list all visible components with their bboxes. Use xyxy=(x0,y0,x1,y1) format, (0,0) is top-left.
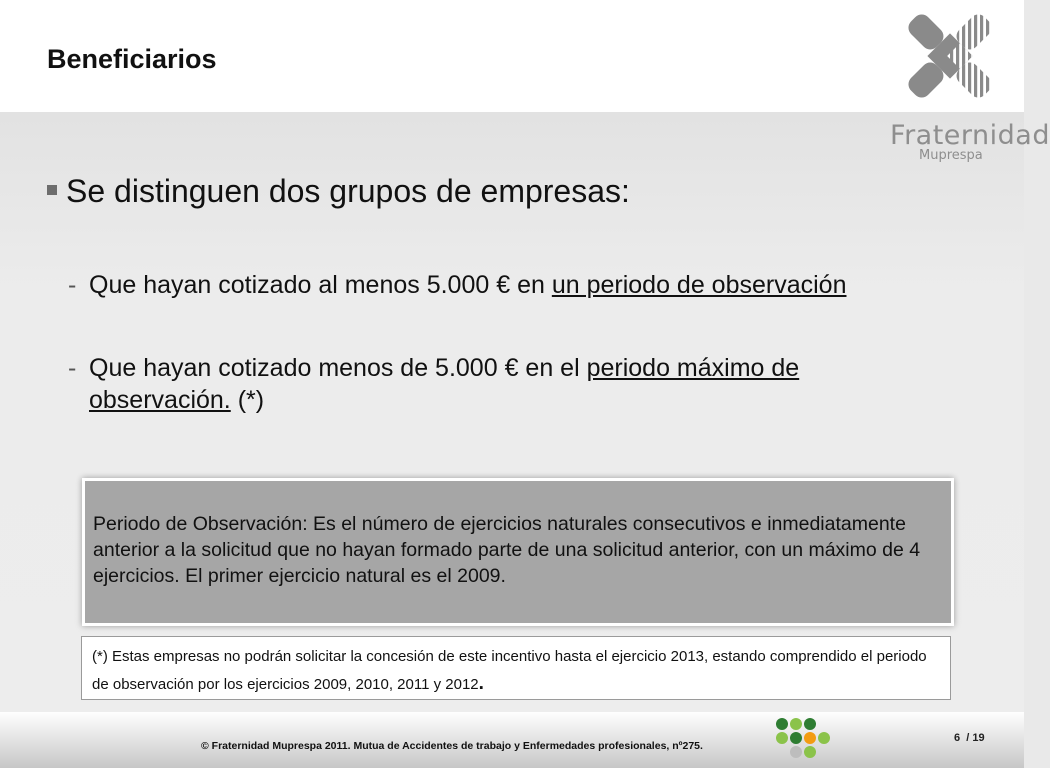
dot xyxy=(776,718,788,730)
underlined-term: un periodo de observación xyxy=(551,271,847,299)
slide-title: Beneficiarios xyxy=(47,44,217,74)
dot xyxy=(790,732,802,744)
square-bullet-icon xyxy=(47,185,57,195)
footer-copyright: © Fraternidad Muprespa 2011. Mutua de Accidentes de trabajo y Enfermedades profesionales, nº275. xyxy=(201,740,703,752)
fraternidad-logo-icon xyxy=(884,6,1016,106)
dot xyxy=(804,746,816,758)
sub-item-2 xyxy=(68,352,928,416)
dash-bullet: - xyxy=(68,271,77,299)
dot xyxy=(790,718,802,730)
note-text: (*) Estas empresas no podrán solicitar la concesión de este incentivo hasta el ejercicio 2013, estando comprendido el periodo de observación por los ejercicios 2009, 2010, 2011 y 2012. xyxy=(92,648,927,694)
logo-subname: Muprespa xyxy=(919,148,983,163)
sub-item-text: Que hayan cotizado menos de 5.000 € en el periodo máximo de observación. (*) xyxy=(89,354,800,414)
sub-item-1 xyxy=(68,269,846,301)
slide-footer xyxy=(0,712,1024,768)
logo-name: Fraternidad xyxy=(890,120,1050,151)
underlined-term: periodo máximo de observación. xyxy=(89,354,800,414)
dot xyxy=(818,732,830,744)
dot xyxy=(804,718,816,730)
dot xyxy=(804,732,816,744)
note-box xyxy=(81,636,951,700)
definition-text: Periodo de Observación: Es el número de ejercicios naturales consecutivos e inmediatamente anterior a la solicitud que no hayan formado parte de una solicitud anterior, con un máximo de 4 ejercicios. El primer ejercicio natural es el 2009. xyxy=(93,513,921,587)
dot xyxy=(790,746,802,758)
main-bullet-text: Se distinguen dos grupos de empresas: xyxy=(66,173,630,209)
dash-bullet: - xyxy=(68,354,77,382)
slide-header xyxy=(0,0,1024,112)
main-bullet xyxy=(47,173,630,210)
dots-logo-icon xyxy=(774,716,834,760)
definition-box xyxy=(82,478,954,626)
sub-item-text: Que hayan cotizado al menos 5.000 € en un periodo de observación xyxy=(89,271,847,299)
dot xyxy=(776,732,788,744)
page-number: 6 / 19 xyxy=(954,732,985,744)
